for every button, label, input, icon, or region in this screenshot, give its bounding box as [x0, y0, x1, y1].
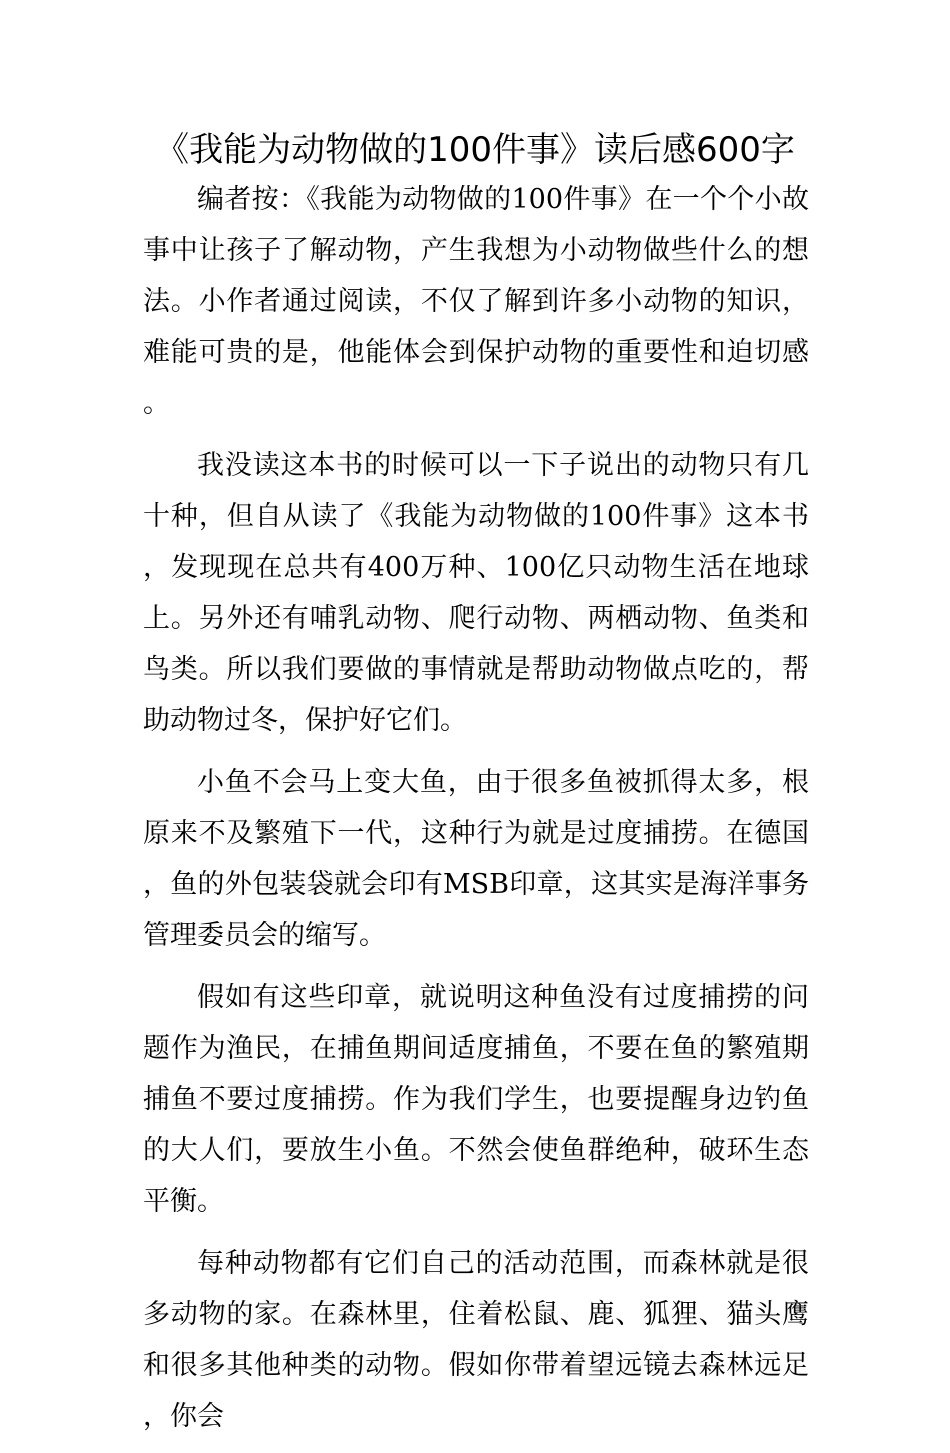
document-title: 《我能为动物做的100件事》读后感600字: [155, 130, 795, 170]
document-body: [143, 174, 809, 1453]
paragraph: 小鱼不会马上变大鱼，由于很多鱼被抓得太多，根原来不及繁殖下一代，这种行为就是过度捕捞。在德国，鱼的外包装袋就会印有MSB印章，这其实是海洋事务管理委员会的缩写。: [143, 767, 809, 951]
paragraph: 每种动物都有它们自己的活动范围，而森林就是很多动物的家。在森林里，住着松鼠、鹿、狐狸、猫头鹰和很多其他种类的动物。假如你带着望远镜去森林远足，你会: [143, 1248, 809, 1432]
paragraph: 我没读这本书的时候可以一下子说出的动物只有几十种，但自从读了《我能为动物做的100件事》这本书，发现现在总共有400万种、100亿只动物生活在地球上。另外还有哺乳动物、爬行动物、两栖动物、鱼类和鸟类。所以我们要做的事情就是帮助动物做点吃的，帮助动物过冬，保护好它们。: [143, 450, 809, 736]
paragraph-editor-note: 编者按：《我能为动物做的100件事》在一个个小故事中让孩子了解动物，产生我想为小动物做些什么的想法。小作者通过阅读，不仅了解到许多小动物的知识，难能可贵的是，他能体会到保护动物的重要性和迫切感。: [143, 184, 809, 419]
paragraph: 假如有这些印章，就说明这种鱼没有过度捕捞的问题作为渔民，在捕鱼期间适度捕鱼，不要在鱼的繁殖期捕鱼不要过度捕捞。作为我们学生，也要提醒身边钓鱼的大人们，要放生小鱼。不然会使鱼群绝种，破环生态平衡。: [143, 982, 809, 1217]
